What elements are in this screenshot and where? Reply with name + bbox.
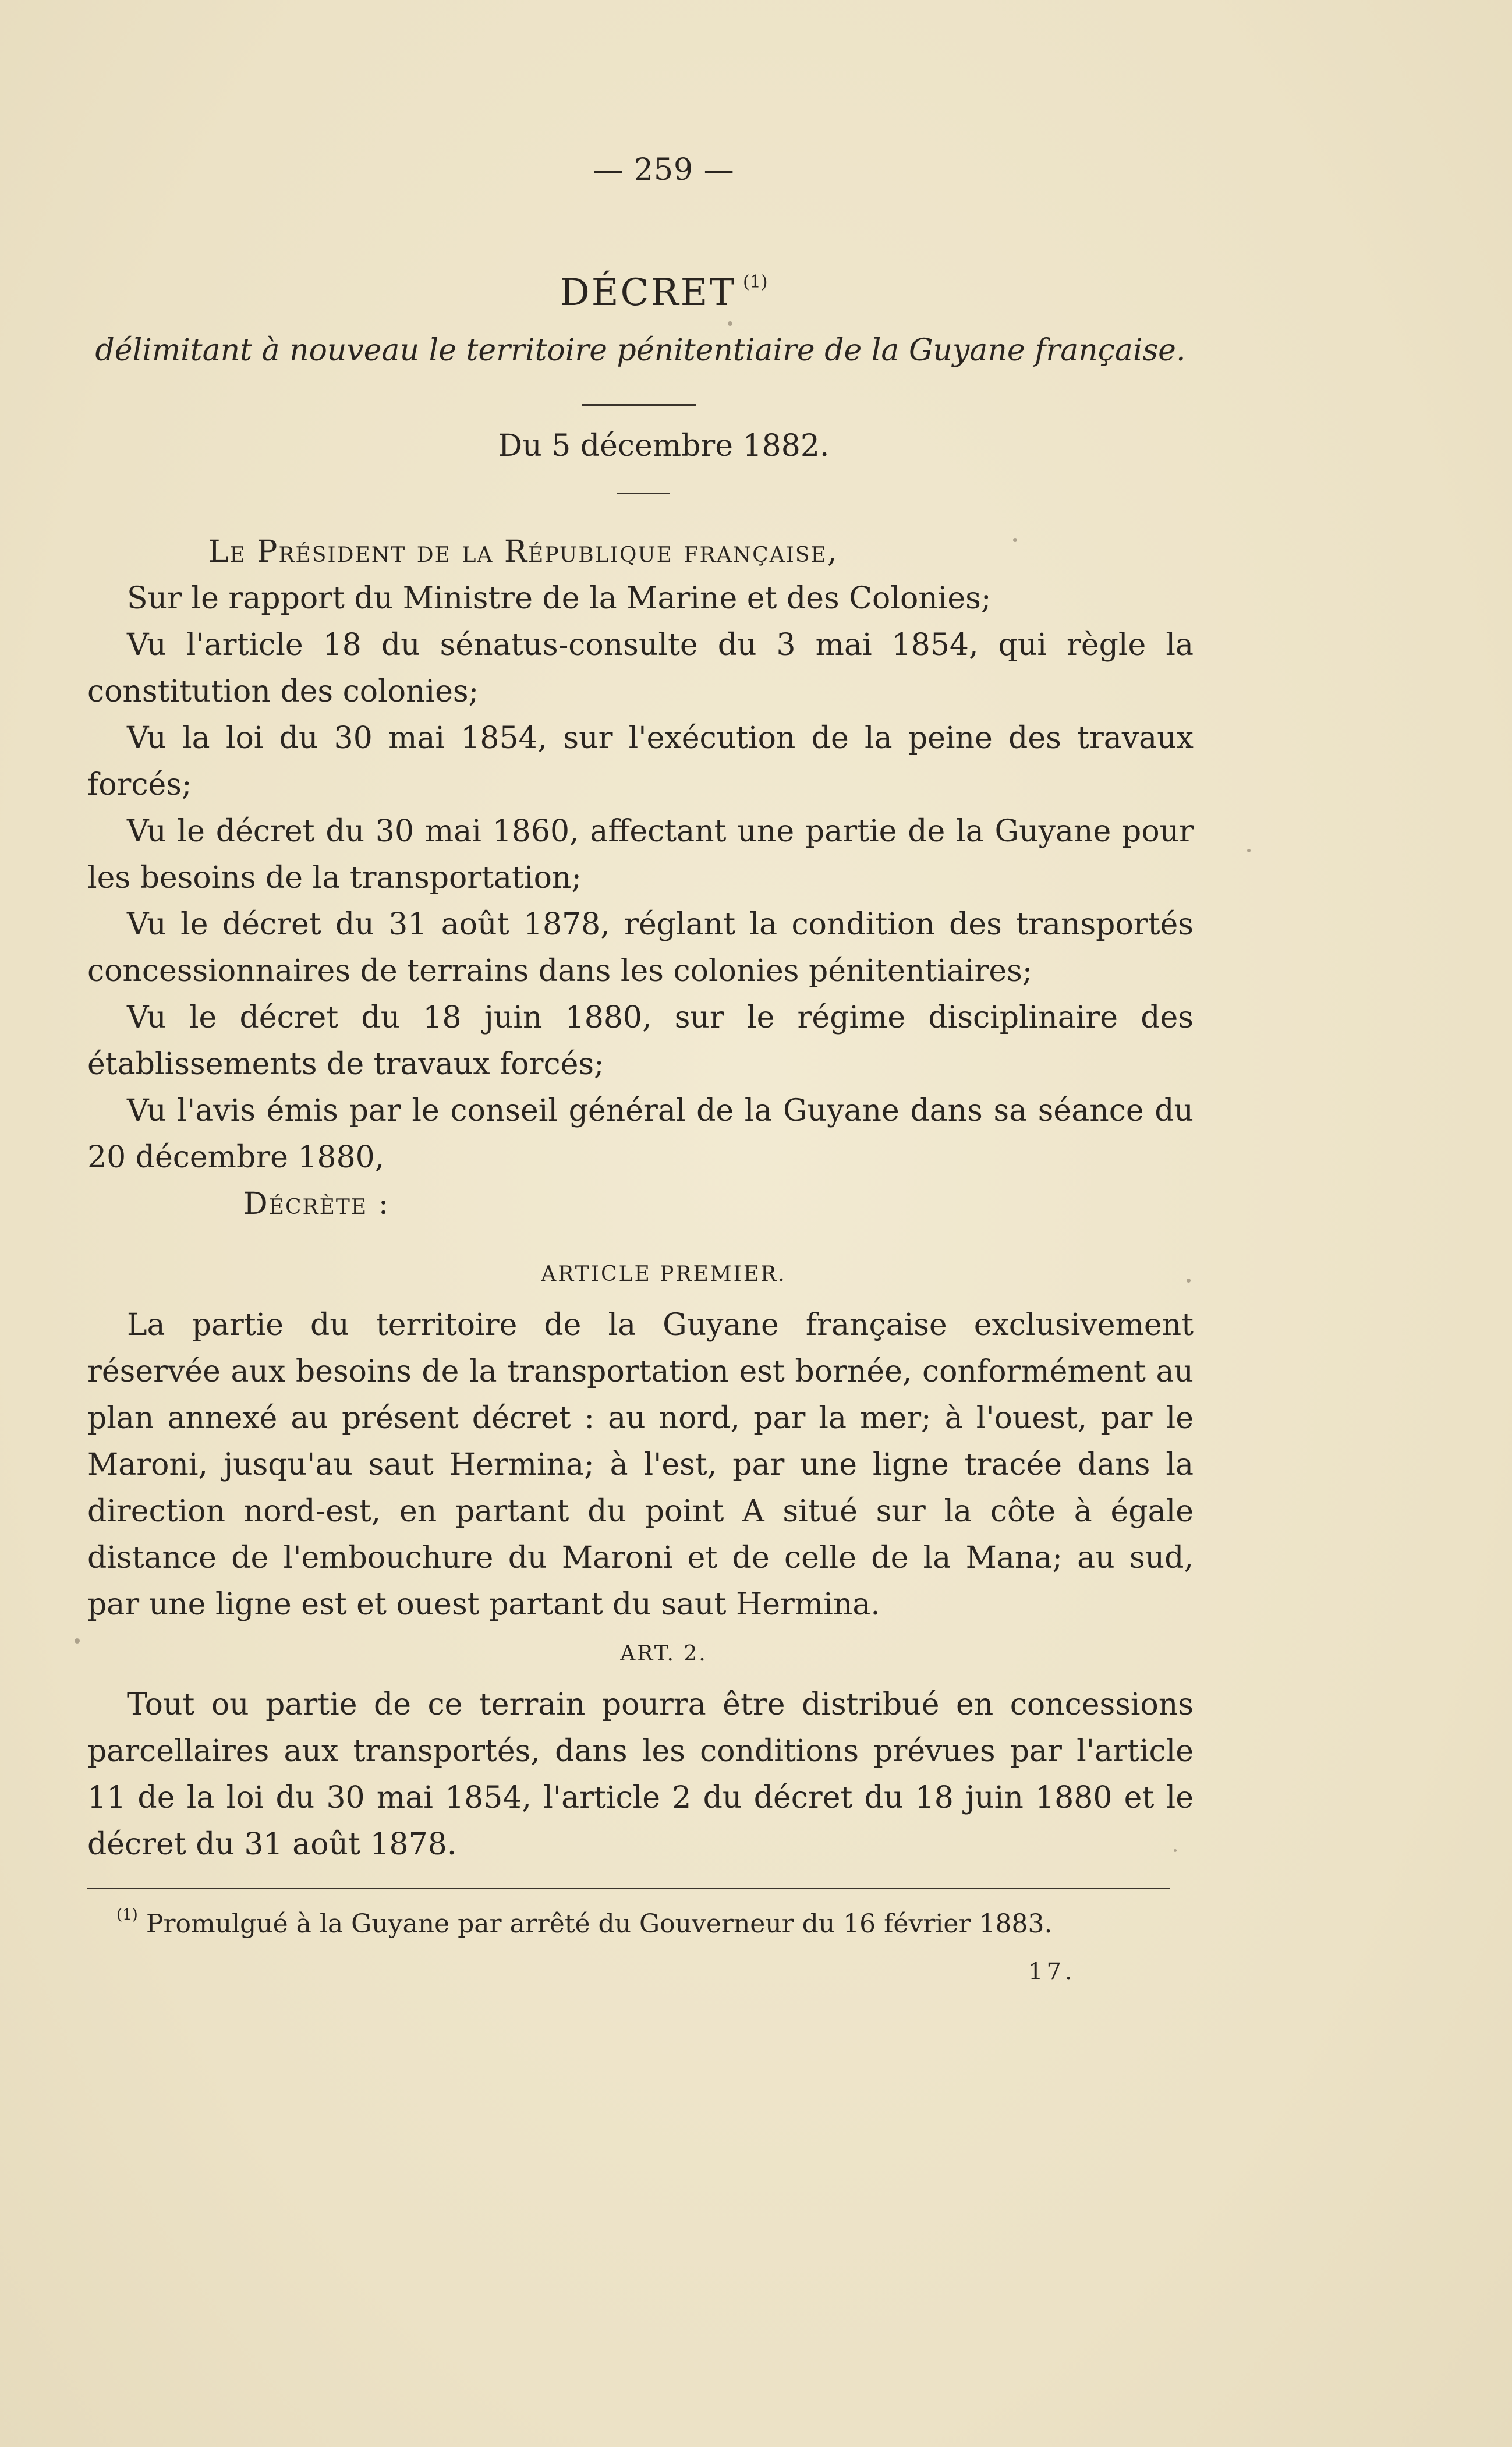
date-rule xyxy=(617,493,670,494)
preamble xyxy=(87,529,1194,1227)
decree-date: Du 5 décembre 1882. xyxy=(498,429,830,463)
article-2-paragraph: Tout ou partie de ce terrain pourra être distribué en concessions parcellaires aux transportés, dans les conditions prévues par l'article 11 de la loi du 30 mai 1854, l'article 2 du décret du 18 juin 1880 et le décret du 31 août 1878. xyxy=(87,1687,1194,1862)
footnote xyxy=(116,1906,1194,1939)
paper-speck xyxy=(1174,1849,1177,1852)
consideration-3: Vu la loi du 30 mai 1854, sur l'exécution de la peine des travaux forcés; xyxy=(87,721,1194,802)
article-2-heading: ART. 2. xyxy=(620,1642,707,1666)
paper-speck xyxy=(1187,1279,1191,1283)
consideration-1: Sur le rapport du Ministre de la Marine et des Colonies; xyxy=(127,581,992,616)
consideration-7: Vu l'avis émis par le conseil général de la Guyane dans sa séance du 20 décembre 1880, xyxy=(87,1093,1194,1175)
page-number: — 259 — xyxy=(593,153,735,187)
consideration-4: Vu le décret du 30 mai 1860, affectant une partie de la Guyane pour les besoins de la transportation; xyxy=(87,814,1194,895)
decree-subtitle: délimitant à nouveau le territoire pénitentiaire de la Guyane française. xyxy=(95,333,1186,368)
paper-speck xyxy=(1013,538,1017,542)
decree-title xyxy=(0,271,1327,314)
consideration-2: Vu l'article 18 du sénatus-consulte du 3 mai 1854, qui règle la constitution des colonies; xyxy=(87,628,1194,709)
footnote-marker: (1) xyxy=(116,1906,138,1924)
article-1-paragraph: La partie du territoire de la Guyane française exclusivement réservée aux besoins de la transportation est bornée, conformément au plan annexé au présent décret : au nord, par la mer; à l'ouest, par le Maroni, jusqu'au saut Hermina; à l'est, par une ligne tracée dans la direction nord-est, en partant du point A situé sur la côte à égale distance de l'embouchure du Maroni et de celle de la Mana; au sud, par une ligne est et ouest partant du saut Hermina. xyxy=(87,1308,1194,1622)
title-footnote-marker[interactable]: (1) xyxy=(743,272,768,292)
paper-speck xyxy=(75,1638,80,1644)
article-1-text xyxy=(87,1302,1194,1628)
article-2-text xyxy=(87,1681,1194,1868)
paper-speck xyxy=(1247,849,1251,852)
article-1-heading: ARTICLE PREMIER. xyxy=(541,1262,787,1286)
president-line: Le Président de la République française, xyxy=(208,534,838,569)
consideration-5: Vu le décret du 31 août 1878, réglant la condition des transportés concessionnaires de terrains dans les colonies pénitentiaires; xyxy=(87,907,1194,989)
decree-title-text: DÉCRET xyxy=(560,271,736,314)
paper-speck xyxy=(728,321,732,326)
title-rule xyxy=(582,404,696,406)
decree-word: Décrète : xyxy=(243,1187,390,1221)
footnote-rule xyxy=(87,1888,1170,1889)
signature-mark: 17. xyxy=(1028,1959,1076,1985)
footnote-text: Promulgué à la Guyane par arrêté du Gouverneur du 16 février 1883. xyxy=(146,1909,1053,1939)
consideration-6: Vu le décret du 18 juin 1880, sur le régime disciplinaire des établissements de travaux forcés; xyxy=(87,1000,1194,1082)
